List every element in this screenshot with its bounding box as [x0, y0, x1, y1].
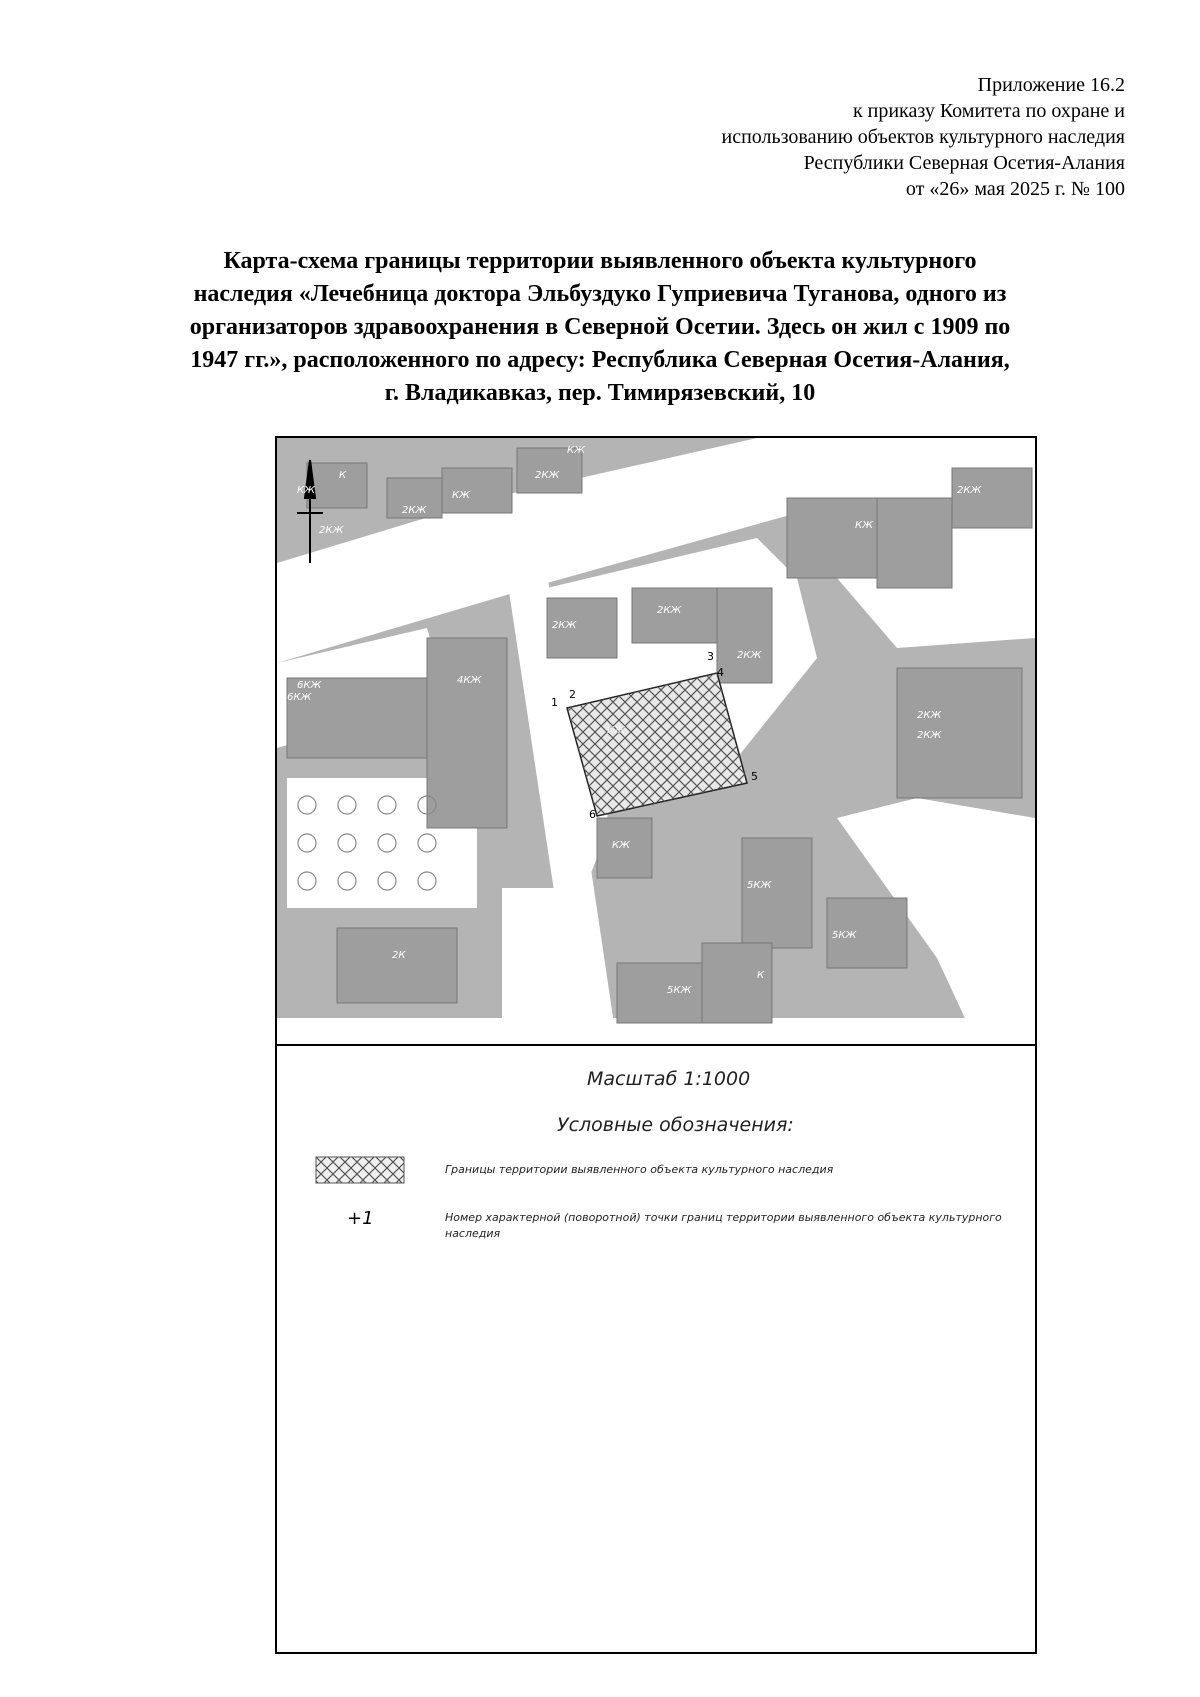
legend-item-point [315, 1208, 1015, 1248]
title-line: 1947 гг.», расположенного по адресу: Республика Северная Осетия-Алания, [190, 347, 1010, 373]
boundary-point-label: 3 [707, 650, 714, 663]
scale-label: Масштаб 1:1000 [587, 1068, 751, 1090]
building-label: 2КЖ [552, 620, 577, 631]
building-label: 5КЖ [747, 880, 772, 891]
building-label: 2КЖ [917, 482, 942, 493]
building-label: 2КЖ [535, 470, 560, 481]
legend-text-boundary: Границы территории выявленного объекта культурного наследия [445, 1163, 834, 1176]
building-label: КЖ [855, 520, 873, 531]
building-label: 2КЖ [319, 525, 344, 536]
boundary-point-label: 2 [569, 688, 576, 701]
building-label: 2КЖ [917, 730, 942, 741]
building-label: КЖ [607, 725, 625, 736]
building-label: Н [567, 660, 575, 671]
legend-title: Условные обозначения: [557, 1114, 794, 1136]
building-label: 5КЖ [667, 985, 692, 996]
point-marker-number: 1 [362, 1208, 374, 1229]
header-line: к приказу Комитета по охране и [852, 100, 1125, 122]
site-map [277, 438, 1035, 1044]
title-line: организаторов здравоохранения в Северной Осетии. Здесь он жил с 1909 по [189, 314, 1011, 340]
boundary-point-label: 4 [717, 666, 724, 679]
point-marker-icon: +1 [347, 1208, 374, 1229]
hatch-swatch-icon [315, 1156, 405, 1184]
building-label: К [757, 970, 765, 981]
building-label: 5КЖ [832, 930, 857, 941]
building-label: 6КЖ [287, 692, 312, 703]
building-label: 6КЖ [297, 680, 322, 691]
document-header [425, 72, 1125, 202]
legend-text-point: Номер характерной (поворотной) точки границ территории выявленного объекта культурного наследия [445, 1211, 1002, 1240]
building-label: КЖ [612, 840, 630, 851]
building-label: К [339, 470, 347, 481]
header-line: от «26» мая 2025 г. № 100 [905, 178, 1125, 200]
building-label: 2КЖ [957, 485, 982, 496]
building-label: 2КЖ [737, 650, 762, 661]
boundary-point-label: 1 [551, 696, 558, 709]
legend-item-boundary [315, 1156, 1015, 1186]
map-frame [275, 436, 1037, 1654]
legend-area [277, 1044, 1035, 1654]
document-title [120, 245, 1080, 410]
header-line: Приложение 16.2 [977, 74, 1125, 96]
title-line: наследия «Лечебница доктора Эльбуздуко Гуприевича Туганова, одного из [193, 281, 1007, 307]
header-line: использованию объектов культурного наследия [721, 126, 1125, 148]
boundary-point-label: 5 [751, 770, 758, 783]
dotted-strip [502, 888, 582, 1038]
building-label: 4КЖ [457, 675, 482, 686]
title-line: г. Владикавказ, пер. Тимирязевский, 10 [384, 380, 816, 406]
building-label: 2КЖ [402, 505, 427, 516]
building-label: 2КЖ [657, 605, 682, 616]
building-label: КЖ [297, 485, 315, 496]
building-label: КЖ [567, 445, 585, 456]
building-label: 2К [392, 950, 406, 961]
building-label: 2КЖ [917, 710, 942, 721]
header-line: Республики Северная Осетия-Алания [803, 152, 1125, 174]
title-line: Карта-схема границы территории выявленного объекта культурного [223, 248, 977, 274]
boundary-point-label: 6 [589, 808, 596, 821]
building-label: КЖ [452, 490, 470, 501]
